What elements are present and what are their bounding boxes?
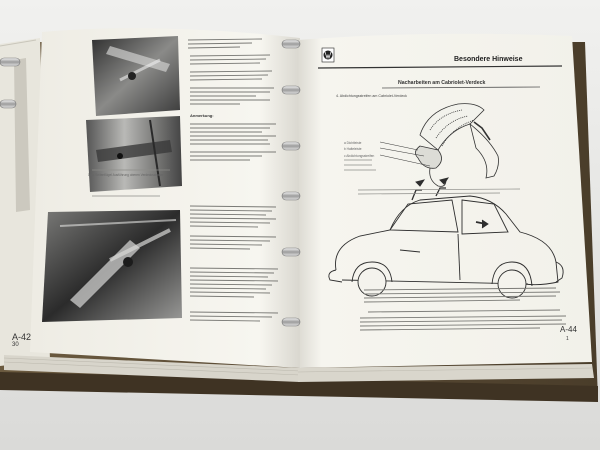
- legend-b: b Halteleiste: [344, 147, 362, 151]
- legend-c: c Abdichtungsstreifen: [344, 154, 375, 158]
- legend-a: a Dichtleiste: [344, 141, 362, 145]
- right-section-title: Nacharbeiten am Cabriolet-Verdeck: [398, 80, 486, 86]
- vw-logo-icon: [322, 48, 334, 62]
- left-heading-1: Anmerkung:: [190, 113, 214, 118]
- right-page-number: 1: [566, 336, 569, 342]
- right-header-title: Besondere Hinweise: [454, 56, 523, 63]
- right-page-code: A-44: [560, 325, 577, 334]
- left-page-number: 30: [12, 342, 19, 348]
- right-item-heading: 4. Abdichtungsstreifen am Cabriolet-Verdeck: [336, 94, 407, 98]
- left-page-code: A-42: [12, 332, 32, 342]
- left-caption-1: Dies Seitenflügel Ausführung oberen Verdeckschalter: [88, 173, 164, 177]
